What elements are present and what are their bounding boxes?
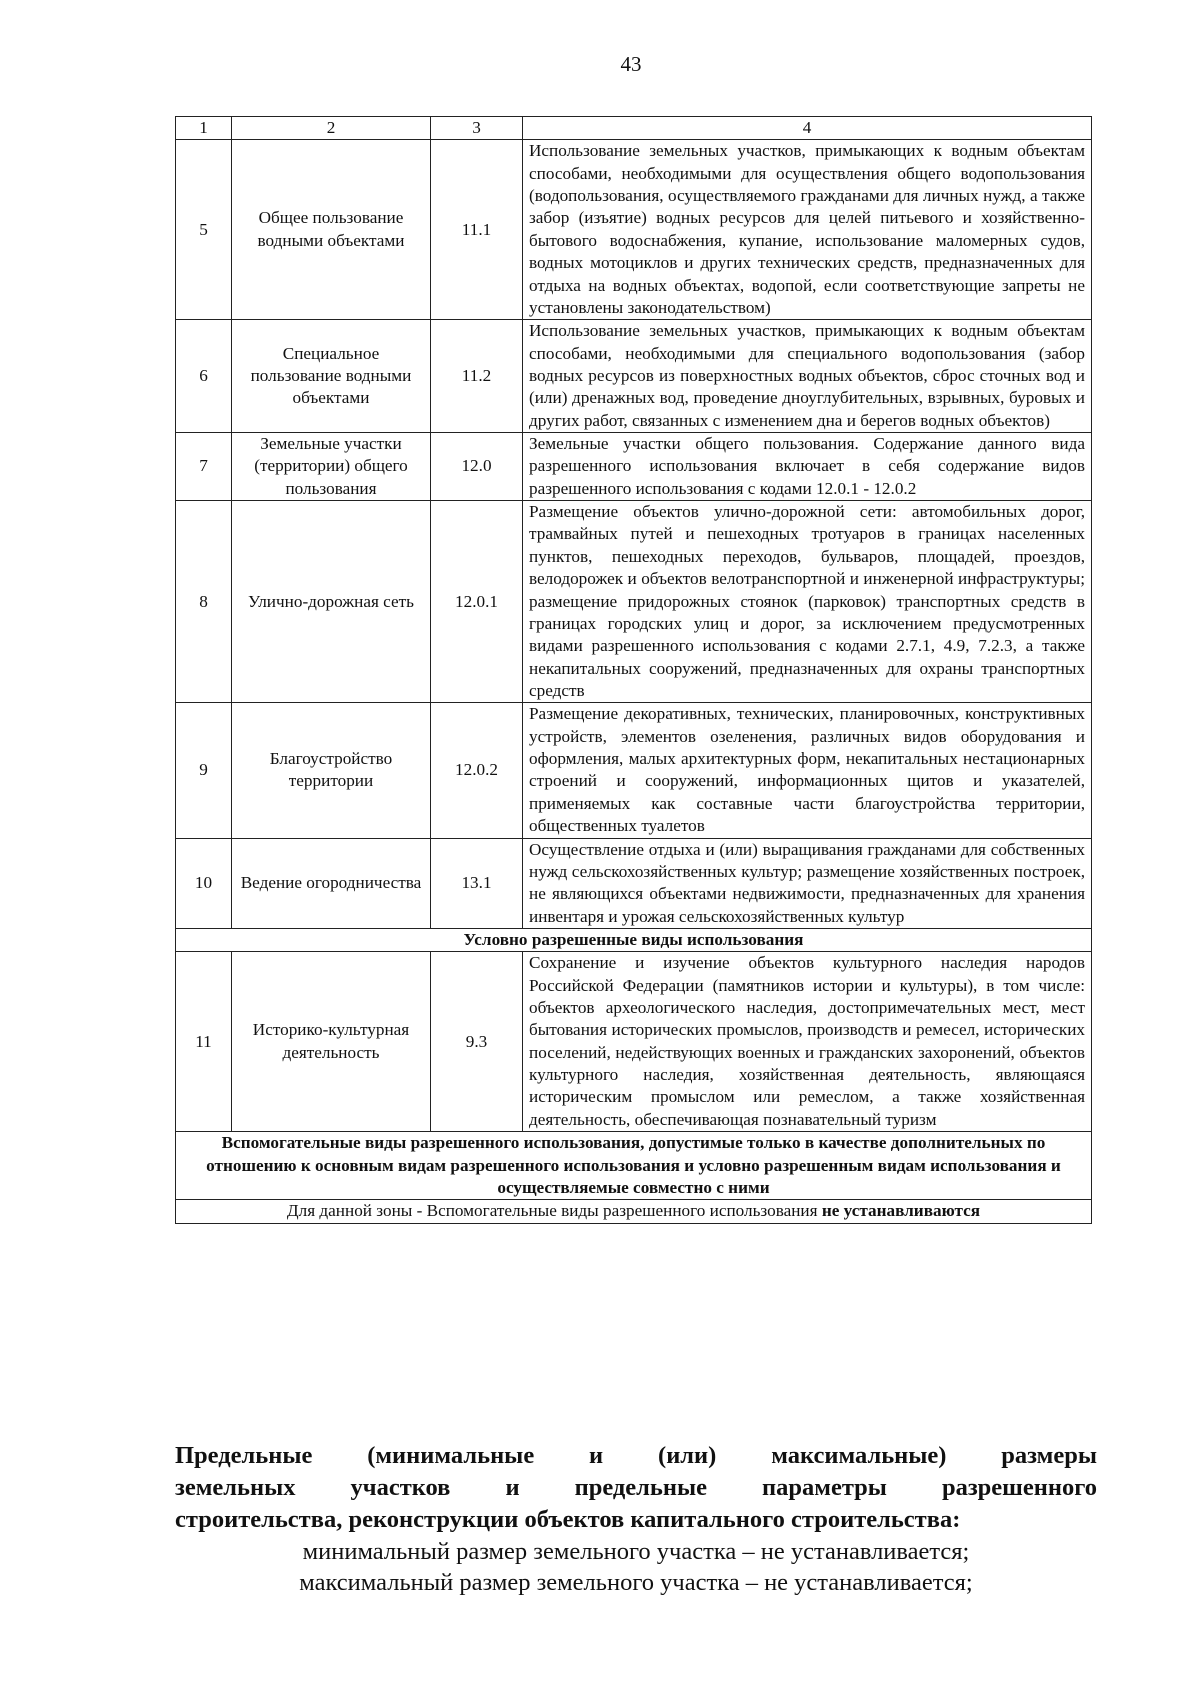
auxiliary-note-emphasis: не устанавливаются	[821, 1201, 981, 1221]
use-type-name: Благоустройство территории	[232, 703, 431, 838]
use-type-name: Специальное пользование водными объектами	[232, 320, 431, 433]
auxiliary-note-text: Для данной зоны - Вспомогательные виды разрешенного использования	[286, 1201, 822, 1221]
use-type-name: Земельные участки (территории) общего пользования	[232, 433, 431, 501]
use-type-name: Ведение огородничества	[232, 838, 431, 928]
use-type-description: Размещение объектов улично-дорожной сети: автомобильных дорог, трамвайных путей и пешеходных тротуаров в границах населенных пунктов, пешеходных переходов, бульваров, площадей, проездов, велодорожек и объектов велотранспортной и инженерной инфраструктуры; размещение придорожных стоянок (парковок) транспортных средств в границах городских улиц и дорог, за исключением предусмотренных видами разрешенного использования с кодами 2.7.1, 4.9, 7.2.3, а также некапитальных сооружений, предназначенных для охраны транспортных средств	[523, 501, 1092, 703]
use-type-description: Использование земельных участков, примыкающих к водным объектам способами, необходимыми для осуществления общего водопользования (водопользования, осуществляемого гражданами для личных нужд, а также забор (изъятие) водных ресурсов для целей питьевого и хозяйственно-бытового водоснабжения, купание, использование маломерных судов, водных мотоциклов и других технических средств, предназначенных для отдыха на водных объектах, водопой, если соответствующие запреты не установлены законодательством)	[523, 140, 1092, 320]
row-number: 11	[176, 952, 232, 1132]
use-type-code: 12.0	[431, 433, 523, 501]
parameters-section	[175, 1440, 1097, 1599]
max-plot-size: максимальный размер земельного участка – не устанавливается;	[299, 1569, 973, 1597]
use-type-code: 13.1	[431, 838, 523, 928]
use-type-description: Осуществление отдыха и (или) выращивания гражданами для собственных нужд сельскохозяйственных культур; размещение хозяйственных построек, не являющихся объектами недвижимости, предназначенных для хранения инвентаря и урожая сельскохозяйственных культур	[523, 838, 1092, 928]
use-type-code: 12.0.1	[431, 501, 523, 703]
use-type-code: 12.0.2	[431, 703, 523, 838]
min-plot-size: минимальный размер земельного участка – не устанавливается;	[302, 1537, 970, 1565]
row-number: 9	[176, 703, 232, 838]
row-number: 10	[176, 838, 232, 928]
table-row	[176, 703, 1092, 838]
table-row	[176, 838, 1092, 928]
footer-row	[176, 1200, 1092, 1223]
table-row	[176, 320, 1092, 433]
table-header-row	[176, 117, 1092, 140]
land-use-table	[175, 116, 1092, 1224]
section-auxiliary-uses: Вспомогательные виды разрешенного использования, допустимые только в качестве дополнительных по отношению к основным видам разрешенного использования и условно разрешенным видам использования и осуществляемые совместно с ними	[176, 1132, 1092, 1200]
page-number: 43	[620, 52, 642, 76]
use-type-name: Улично-дорожная сеть	[232, 501, 431, 703]
header-col-1: 1	[176, 117, 232, 140]
parameters-heading-line-2: земельных участков и предельные параметры разрешенного	[175, 1473, 1097, 1501]
use-type-description: Использование земельных участков, примыкающих к водным объектам способами, необходимыми для специального водопользования (забор водных ресурсов из поверхностных водных объектов, сброс сточных вод и (или) дренажных вод, проведение дноуглубительных, взрывных, буровых и других работ, связанных с изменением дна и берегов водных объектов)	[523, 320, 1092, 433]
use-type-code: 11.1	[431, 140, 523, 320]
parameters-heading-line-3: строительства, реконструкции объектов капитального строительства:	[175, 1505, 961, 1533]
table-row	[176, 952, 1092, 1132]
use-type-description: Сохранение и изучение объектов культурного наследия народов Российской Федерации (памятников истории и культуры), в том числе: объектов археологического наследия, достопримечательных мест, мест бытования исторических промыслов, производств и ремесел, исторических поселений, недействующих военных и гражданских захоронений, объектов культурного наследия, хозяйственная деятельность, являющаяся историческим промыслом или ремеслом, а также хозяйственная деятельность, обеспечивающая познавательный туризм	[523, 952, 1092, 1132]
table-row	[176, 433, 1092, 501]
section-row	[176, 928, 1092, 951]
use-type-name: Общее пользование водными объектами	[232, 140, 431, 320]
row-number: 6	[176, 320, 232, 433]
use-type-description: Размещение декоративных, технических, планировочных, конструктивных устройств, элементов озеленения, различных видов оборудования и оформления, малых архитектурных форм, некапитальных нестационарных строений и сооружений, информационных щитов и указателей, применяемых как составные части благоустройства территории, общественных туалетов	[523, 703, 1092, 838]
header-col-4: 4	[523, 117, 1092, 140]
section-row	[176, 1132, 1092, 1200]
header-col-2: 2	[232, 117, 431, 140]
use-type-code: 9.3	[431, 952, 523, 1132]
row-number: 8	[176, 501, 232, 703]
header-col-3: 3	[431, 117, 523, 140]
row-number: 5	[176, 140, 232, 320]
use-type-name: Историко-культурная деятельность	[232, 952, 431, 1132]
auxiliary-uses-note	[176, 1200, 1092, 1223]
use-type-description: Земельные участки общего пользования. Содержание данного вида разрешенного использования включает в себя содержание видов разрешенного использования с кодами 12.0.1 - 12.0.2	[523, 433, 1092, 501]
row-number: 7	[176, 433, 232, 501]
parameters-heading-line-1: Предельные (минимальные и (или) максимальные) размеры	[175, 1442, 1097, 1469]
section-conditional-uses: Условно разрешенные виды использования	[176, 928, 1092, 951]
table-row	[176, 501, 1092, 703]
table-row	[176, 140, 1092, 320]
use-type-code: 11.2	[431, 320, 523, 433]
